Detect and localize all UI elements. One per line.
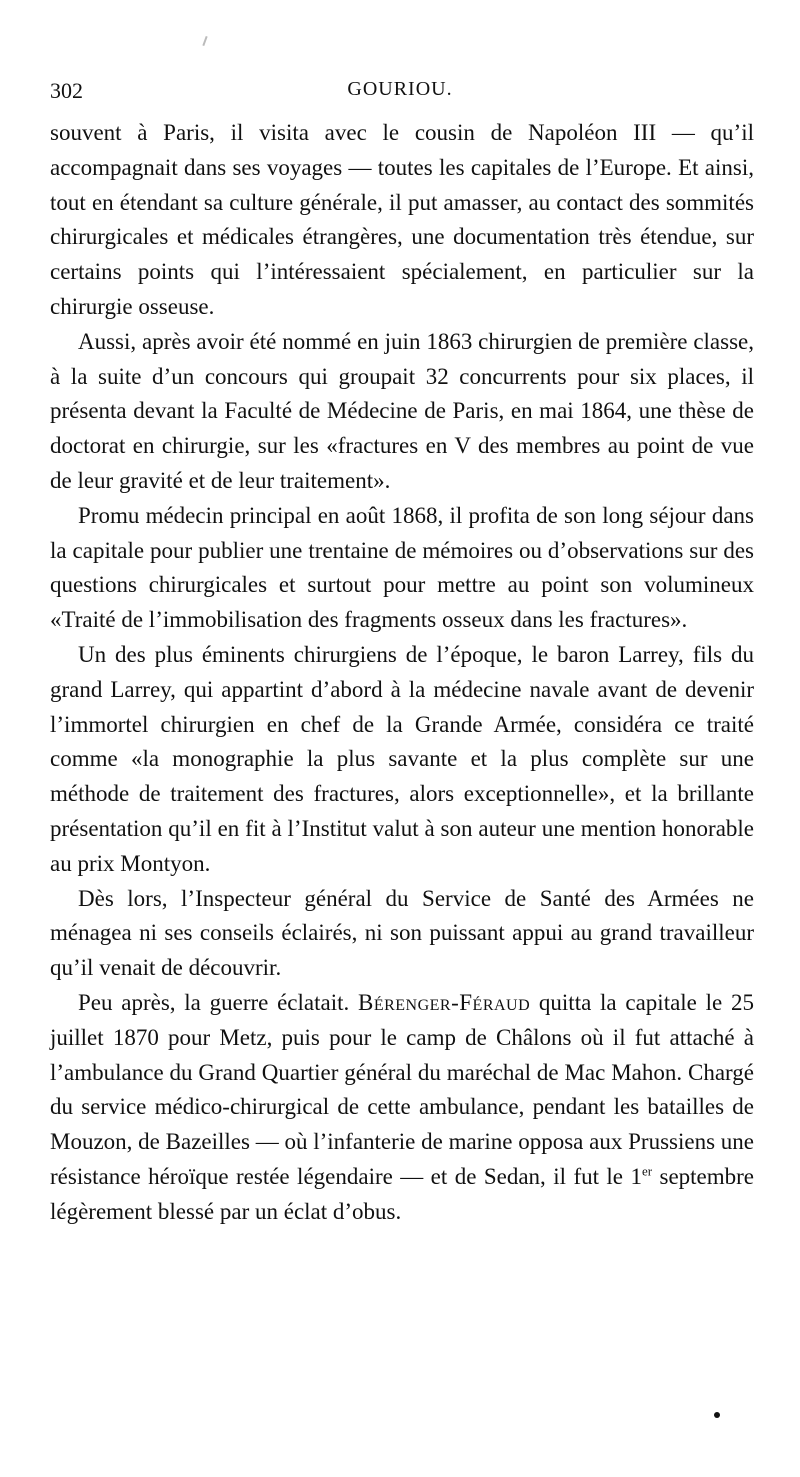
text-run: Peu après, la guerre éclatait.: [78, 989, 358, 1015]
running-head: GOURIOU.: [347, 78, 453, 100]
paragraph: [50, 325, 754, 499]
text-run: Aussi, après avoir été nommé en juin 1863 chirurgien de première classe, à la suite d’un concours qui groupait 32 concurrents pour six places, il présenta devant la Faculté de Médecine de Paris, en mai 1864, une thèse de doctorat en chirurgie, sur les «fractures en V des membres au point de vue de leur gravité et de leur traitement».: [50, 328, 754, 493]
body-text: [50, 116, 754, 1230]
ordinal-superscript: er: [641, 1163, 653, 1179]
paragraph: [50, 499, 754, 638]
scan-mark: [202, 36, 207, 46]
text-run: Un des plus éminents chirurgiens de l’époque, le baron Larrey, fils du grand Larrey, qui appartint d’abord à la médecine navale avant de devenir l’immortel chirurgien en chef de la Grande Armée, considéra ce traité comme «la monographie la plus savante et la plus complète sur une méthode de traitement des fractures, alors exceptionnelle», et la brillante présentation qu’il en fit à l’Institut valut à son auteur une mention honorable au prix Montyon.: [50, 641, 754, 876]
page-header: [50, 78, 750, 108]
paragraph: [50, 638, 754, 882]
ink-dot: [714, 1412, 720, 1418]
text-run: Dès lors, l’Inspecteur général du Service de Santé des Armées ne ménagea ni ses conseils éclairés, ni son puissant appui au grand travailleur qu’il venait de découvrir.: [50, 885, 754, 981]
text-run: quitta la capitale le 25 juillet 1870 pour Metz, puis pour le camp de Châlons où il fut attaché à l’ambulance du Grand Quartier général du maréchal de Mac Mahon. Chargé du service médico-chirurgical de cette ambulance, pendant les batailles de Mouzon, de Bazeilles — où l’infanterie de marine opposa aux Prussiens une résistance héroïque restée légendaire — et de Sedan, il fut le 1: [50, 989, 754, 1189]
text-run: septembre légèrement blessé par un éclat d’obus.: [50, 1163, 755, 1224]
page-number: 302: [50, 78, 83, 103]
paragraph: [50, 882, 754, 986]
paragraph: [50, 986, 754, 1230]
author-name: Bérenger-Féraud: [357, 989, 531, 1015]
text-run: souvent à Paris, il visita avec le cousin de Napoléon III — qu’il accompagnait dans ses voyages — toutes les capitales de l’Europe. Et ainsi, tout en étendant sa culture générale, il put amasser, au contact des sommités chirurgicales et médicales étrangères, une documentation très étendue, sur certains points qui l’intéressaient spécialement, en particulier sur la chirurgie osseuse.: [50, 120, 754, 319]
paragraph: [50, 116, 754, 325]
text-run: Promu médecin principal en août 1868, il profita de son long séjour dans la capitale pour publier une trentaine de mémoires ou d’observations sur des questions chirurgicales et surtout pour mettre au point son volumineux «Traité de l’immobilisation des fragments osseux dans les fractures».: [50, 502, 754, 633]
